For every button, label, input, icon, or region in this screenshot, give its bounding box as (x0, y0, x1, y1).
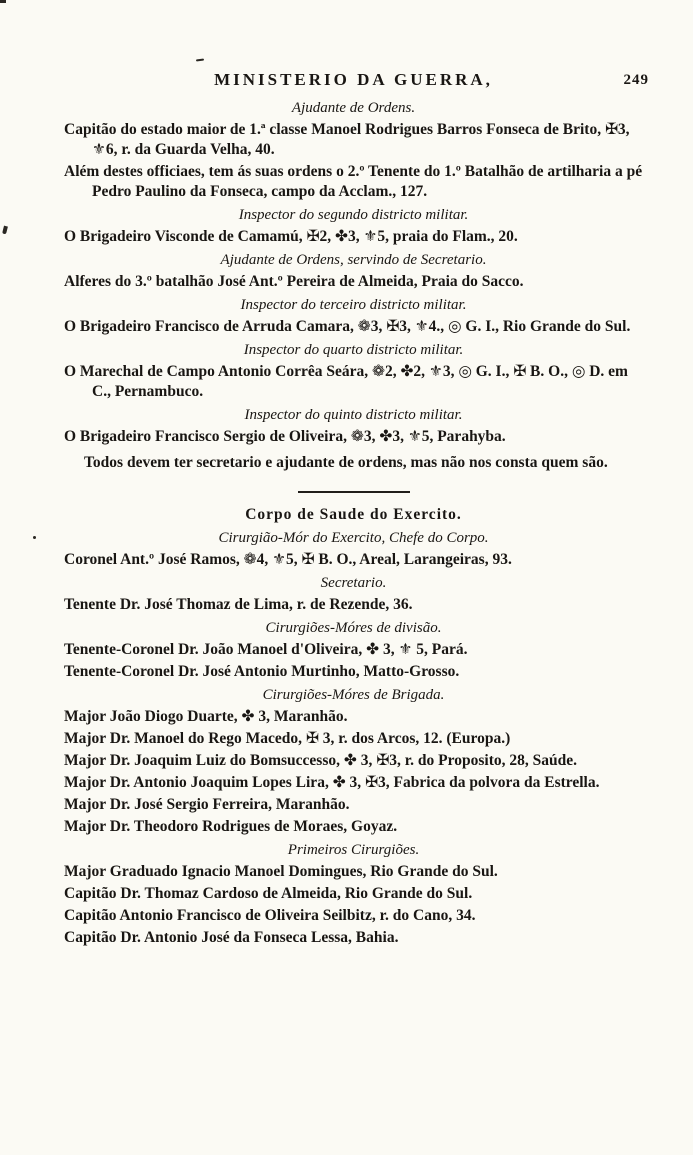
entry-line: Capitão Dr. Antonio José da Fonseca Lessa, Bahia. (64, 929, 399, 946)
entry-line: Capitão Antonio Francisco de Oliveira Seilbitz, r. do Cano, 34. (64, 907, 476, 924)
entry-line: Alferes do 3.º batalhão José Ant.º Pereira de Almeida, Praia do Sacco. (64, 273, 524, 290)
section-heading: Primeiros Cirurgiões. (287, 842, 420, 858)
entry-line: Major Dr. José Sergio Ferreira, Maranhão. (64, 796, 350, 813)
page-number: 249 (623, 72, 649, 88)
entry-line: Capitão do estado maior de 1.ª classe Manoel Rodrigues Barros Fonseca de Brito, ✠3, ⚜6, r. da Guarda Velha, 40. (64, 121, 630, 158)
section-heading: Cirurgião-Mór do Exercito, Chefe do Corpo. (218, 530, 489, 546)
section-title: Corpo de Saude do Exercito. (245, 506, 462, 523)
section-heading: Inspector do quarto districto militar. (243, 342, 464, 358)
entry-line: O Marechal de Campo Antonio Corrêa Seára, ❁2, ✤2, ⚜3, ◎ G. I., ✠ B. O., ◎ D. em C., Pernambuco. (64, 363, 628, 400)
page-content (64, 70, 649, 950)
entry-line: Major Dr. Theodoro Rodrigues de Moraes, Goyaz. (64, 818, 398, 835)
section-heading: Secretario. (320, 575, 387, 591)
paragraph: Todos devem ter secretario e ajudante de ordens, mas não nos consta quem são. (84, 454, 608, 471)
scan-artifact (196, 58, 204, 61)
page-header (64, 70, 649, 90)
section-divider (298, 491, 410, 493)
scan-artifact (33, 536, 36, 539)
page-title: MINISTERIO DA GUERRA, (214, 70, 493, 89)
entry-line: Tenente-Coronel Dr. João Manoel d'Oliveira, ✤ 3, ⚜ 5, Pará. (64, 641, 468, 658)
content-blocks (64, 98, 643, 948)
section-heading: Inspector do quinto districto militar. (244, 407, 463, 423)
section-heading: Cirurgiões-Móres de Brigada. (262, 687, 445, 703)
section-heading: Inspector do terceiro districto militar. (240, 297, 467, 313)
entry-line: Coronel Ant.º José Ramos, ❁4, ⚜5, ✠ B. O., Areal, Larangeiras, 93. (64, 551, 512, 568)
section-heading: Ajudante de Ordens. (291, 100, 416, 116)
scan-artifact (2, 226, 8, 235)
section-heading: Cirurgiões-Móres de divisão. (265, 620, 442, 636)
entry-line: Major Graduado Ignacio Manoel Domingues, Rio Grande do Sul. (64, 863, 498, 880)
entry-line: O Brigadeiro Francisco Sergio de Oliveira, ❁3, ✤3, ⚜5, Parahyba. (64, 428, 506, 445)
section-heading: Ajudante de Ordens, servindo de Secretario. (220, 252, 487, 268)
section-heading: Inspector do segundo districto militar. (238, 207, 469, 223)
entry-line: O Brigadeiro Francisco de Arruda Camara, ❁3, ✠3, ⚜4., ◎ G. I., Rio Grande do Sul. (64, 318, 631, 335)
entry-line: Tenente Dr. José Thomaz de Lima, r. de Rezende, 36. (64, 596, 413, 613)
scan-artifact (0, 0, 6, 3)
entry-line: Tenente-Coronel Dr. José Antonio Murtinho, Matto-Grosso. (64, 663, 460, 680)
entry-line: Major Dr. Antonio Joaquim Lopes Lira, ✤ 3, ✠3, Fabrica da polvora da Estrella. (64, 774, 600, 791)
entry-line: Major João Diogo Duarte, ✤ 3, Maranhão. (64, 708, 348, 725)
entry-line: Capitão Dr. Thomaz Cardoso de Almeida, Rio Grande do Sul. (64, 885, 473, 902)
entry-line: Major Dr. Manoel do Rego Macedo, ✠ 3, r. dos Arcos, 12. (Europa.) (64, 730, 511, 747)
entry-line: O Brigadeiro Visconde de Camamú, ✠2, ✤3, ⚜5, praia do Flam., 20. (64, 228, 518, 245)
entry-line: Major Dr. Joaquim Luiz do Bomsuccesso, ✤ 3, ✠3, r. do Proposito, 28, Saúde. (64, 752, 577, 769)
entry-line: Além destes officiaes, tem ás suas ordens o 2.º Tenente do 1.º Batalhão de artilharia a pé Pedro Paulino da Fonseca, campo da Acclam., 127. (64, 163, 643, 200)
